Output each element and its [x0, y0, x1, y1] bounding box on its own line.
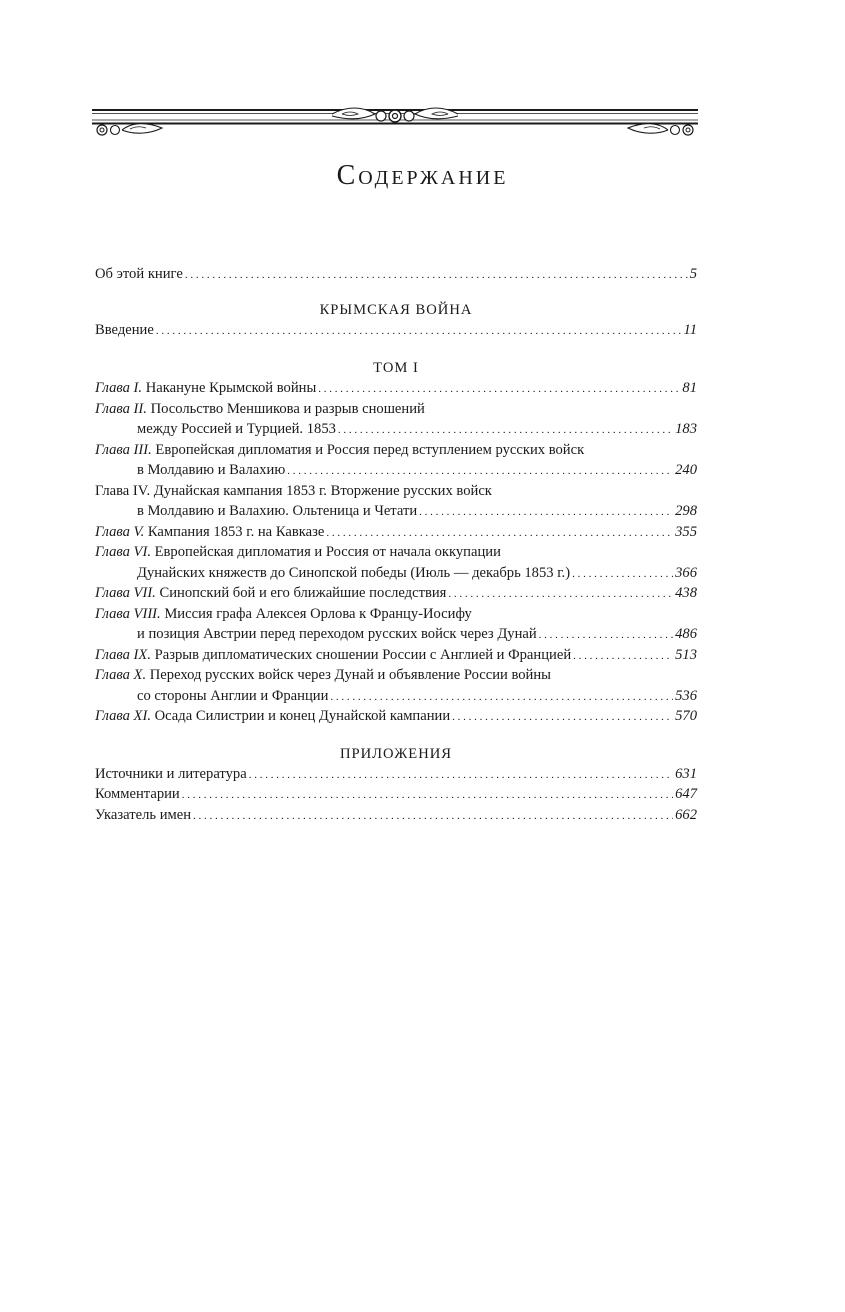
chapter-title-continued: в Молдавию и Валахию: [137, 462, 286, 478]
chapter-number: Глава V.: [95, 523, 145, 540]
dot-leader: [287, 460, 673, 482]
toc-page-number: 631: [675, 765, 697, 782]
dot-leader: [193, 805, 673, 827]
toc-entry-label: Об этой книге: [95, 266, 183, 282]
chapter-title-continued: со стороны Англии и Франции: [137, 687, 329, 704]
toc-page-number: 366: [675, 564, 697, 581]
toc-entry-intro[interactable]: [95, 264, 697, 285]
table-of-contents: [95, 264, 697, 825]
dot-leader: [338, 419, 673, 441]
toc-entry-continuation[interactable]: [95, 624, 697, 645]
chapter-number: Глава IX.: [95, 646, 151, 663]
toc-entry-chapter[interactable]: [95, 399, 697, 420]
toc-entry-chapter[interactable]: [95, 583, 697, 604]
chapter-title-continued: Дунайских княжеств до Синопской победы (Июль — декабрь 1853 г.): [137, 564, 571, 581]
chapter-title-continued: между Россией и Турцией. 1853: [137, 421, 336, 437]
chapter-title: Глава IV. Дунайская кампания 1853 г. Вторжение русских войск: [95, 482, 492, 499]
toc-entry-introduction[interactable]: [95, 320, 697, 341]
chapter-number: Глава XI.: [95, 708, 151, 724]
dot-leader: [448, 583, 673, 605]
toc-page-number: 662: [675, 806, 697, 823]
chapter-title: Европейская дипломатия и Россия перед вступлением русских войск: [151, 441, 585, 458]
toc-page-number: 183: [675, 421, 697, 437]
chapter-number: Глава II.: [95, 400, 147, 417]
dot-leader: [419, 501, 673, 523]
toc-page-number: 298: [675, 503, 697, 519]
chapter-number: Глава I.: [95, 380, 143, 396]
toc-page-number: 355: [675, 523, 697, 540]
chapter-title-continued: в Молдавию и Валахию. Ольтеница и Четати: [137, 503, 418, 519]
toc-entry-continuation[interactable]: [95, 419, 697, 440]
chapter-title: Синопский бой и его ближайшие последствия: [155, 585, 447, 601]
toc-entry-appendix[interactable]: [95, 805, 697, 826]
toc-page-number: 438: [675, 585, 697, 601]
decorative-header-ornament: [92, 104, 698, 140]
chapter-title: Разрыв дипломатических сношении России с Англией и Францией: [150, 646, 572, 663]
chapter-number: Глава X.: [95, 667, 147, 683]
toc-entry-label: Комментарии: [95, 786, 180, 802]
section-heading-appendices: ПРИЛОЖЕНИЯ: [339, 745, 453, 762]
toc-entry-chapter[interactable]: [95, 604, 697, 625]
toc-page-number: 570: [675, 708, 697, 724]
toc-entry-continuation[interactable]: [95, 686, 697, 707]
chapter-number: Глава VI.: [95, 544, 151, 560]
toc-entry-label: Источники и литература: [95, 765, 247, 782]
toc-page-number: 513: [675, 646, 697, 663]
dot-leader: [185, 264, 688, 286]
chapter-title: Накануне Крымской войны: [142, 380, 317, 396]
dot-leader: [326, 522, 673, 544]
toc-entry-label: Введение: [95, 321, 154, 338]
chapter-title: Кампания 1853 г. на Кавказе: [144, 523, 325, 540]
dot-leader: [572, 563, 673, 585]
toc-entry-label: Указатель имен: [95, 806, 192, 823]
page-title: Содержание: [336, 160, 509, 191]
dot-leader: [573, 645, 673, 667]
toc-entry-continuation[interactable]: [95, 501, 697, 522]
toc-entry-chapter[interactable]: [95, 645, 697, 666]
dot-leader: [452, 706, 673, 728]
dot-leader: [318, 378, 680, 400]
toc-entry-chapter[interactable]: [95, 706, 697, 727]
chapter-title: Европейская дипломатия и Россия от начала оккупации: [150, 544, 501, 560]
chapter-title: Переход русских войск через Дунай и объявление России войны: [146, 667, 551, 683]
chapter-number: Глава VIII.: [95, 605, 161, 622]
toc-page-number: 5: [689, 266, 697, 282]
toc-entry-chapter[interactable]: [95, 665, 697, 686]
toc-entry-appendix[interactable]: [95, 764, 697, 785]
toc-page-number: 536: [675, 687, 697, 704]
chapter-title: Миссия графа Алексея Орлова к Францу-Иосифу: [160, 605, 472, 622]
toc-page-number: 240: [675, 462, 697, 478]
section-heading-crimean-war: КРЫМСКАЯ ВОЙНА: [319, 301, 473, 318]
chapter-number: Глава VII.: [95, 585, 156, 601]
toc-entry-continuation[interactable]: [95, 563, 697, 584]
dot-leader: [156, 320, 682, 342]
toc-entry-chapter[interactable]: [95, 542, 697, 563]
dot-leader: [182, 784, 673, 806]
dot-leader: [249, 764, 673, 786]
toc-page-number: 11: [683, 321, 697, 338]
dot-leader: [330, 686, 673, 708]
toc-entry-chapter[interactable]: [95, 481, 697, 502]
chapter-title: Посольство Меншикова и разрыв сношений: [146, 400, 425, 417]
dot-leader: [539, 624, 673, 646]
chapter-title-continued: и позиция Австрии перед переходом русских войск через Дунай: [137, 626, 537, 642]
toc-page-number: 486: [675, 626, 697, 642]
toc-entry-chapter[interactable]: [95, 378, 697, 399]
toc-entry-continuation[interactable]: [95, 460, 697, 481]
toc-page-number: 647: [675, 786, 697, 802]
toc-entry-chapter[interactable]: [95, 440, 697, 461]
toc-entry-appendix[interactable]: [95, 784, 697, 805]
toc-page-number: 81: [682, 380, 697, 396]
toc-entry-chapter[interactable]: [95, 522, 697, 543]
chapter-title: Осада Силистрии и конец Дунайской кампании: [150, 708, 451, 724]
chapter-number: Глава III.: [95, 441, 152, 458]
section-heading-volume-1: ТОМ I: [373, 360, 419, 376]
